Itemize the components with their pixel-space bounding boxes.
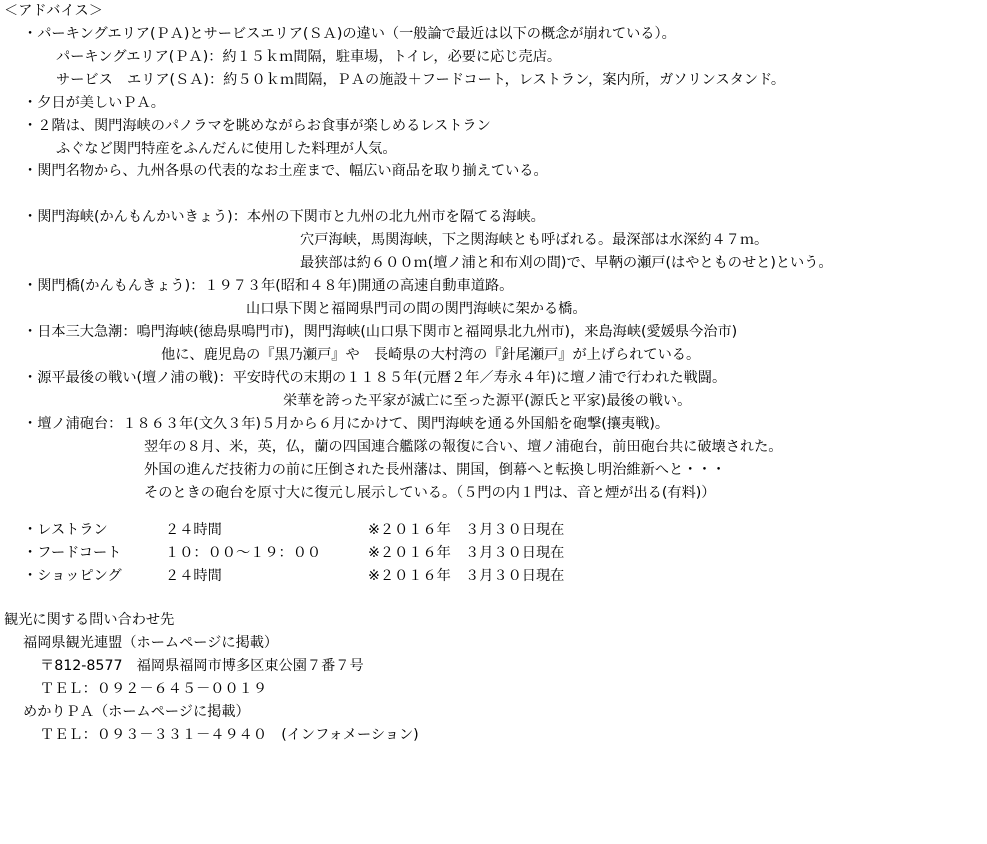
sa-definition: サービス エリア(ＳＡ)：約５０ｋｍ間隔，ＰＡの施設＋フードコート，レストラン，案内所，ガソリンスタンド。	[56, 72, 786, 88]
hours-note: ※２０１６年 ３月３０日現在	[368, 568, 565, 584]
battery-line3: 外国の進んだ技術力の前に圧倒された長州藩は、開国，倒幕へと転換し明治維新へと・・・	[144, 462, 726, 478]
hours-note: ※２０１６年 ３月３０日現在	[368, 545, 565, 561]
hours-note: ※２０１６年 ３月３０日現在	[368, 522, 565, 538]
restaurant-note-line1: ・２階は、関門海峡のパノラマを眺めながらお食事が楽しめるレストラン	[23, 118, 491, 134]
hours-time: ２４時間	[165, 568, 222, 584]
advice-heading: ＜アドバイス＞	[4, 3, 103, 19]
kanmon-strait-line3: 最狭部は約６００ｍ(壇ノ浦と和布刈の間)で、早鞆の瀬戸(はやとものせと)という。	[300, 255, 833, 271]
pa-definition: パーキングエリア(ＰＡ)：約１５ｋｍ間隔，駐車場，トイレ，必要に応じ売店。	[56, 49, 562, 65]
org1-tel: ＴＥＬ：０９２－６４５－００１９	[40, 681, 268, 697]
genpei-battle-line1: ・源平最後の戦い(壇ノ浦の戦)：平安時代の末期の１１８５年(元暦２年／寿永４年)に壇ノ浦で行われた戦闘。	[23, 370, 727, 386]
org2-name: めかりＰＡ（ホームページに掲載）	[23, 704, 250, 720]
kanmon-bridge-line2: 山口県下関と福岡県門司の間の関門海峡に架かる橋。	[246, 301, 587, 317]
hours-label: ・ショッピング	[23, 568, 122, 584]
org2-tel: ＴＥＬ：０９３－３３１－４９４０ (インフォメーション)	[40, 727, 419, 743]
pa-sa-difference-title: ・パーキングエリア(ＰＡ)とサービスエリア(ＳＡ)の違い（一般論で最近は以下の概念が崩れている）。	[23, 26, 676, 42]
sunset-note: ・夕日が美しいＰＡ。	[23, 95, 165, 111]
kanmon-bridge-line1: ・関門橋(かんもんきょう)：１９７３年(昭和４８年)開通の高速自動車道路。	[23, 278, 514, 294]
org1-address: 〒812-8577 福岡県福岡市博多区東公園７番７号	[40, 658, 364, 674]
kanmon-strait-line1: ・関門海峡(かんもんかいきょう)：本州の下関市と九州の北九州市を隔てる海峡。	[23, 209, 545, 225]
hours-label: ・フードコート	[23, 545, 122, 561]
hours-time: １０：００～１９：００	[165, 545, 322, 561]
battery-line2: 翌年の８月、米，英，仏，蘭の四国連合艦隊の報復に合い、壇ノ浦砲台，前田砲台共に破壊された。	[144, 439, 783, 455]
org1-name: 福岡県観光連盟（ホームページに掲載）	[23, 635, 279, 651]
contacts-heading: 観光に関する問い合わせ先	[4, 612, 175, 628]
souvenir-note: ・関門名物から、九州各県の代表的なお土産まで、幅広い商品を取り揃えている。	[23, 163, 548, 179]
genpei-battle-line2: 栄華を誇った平家が滅亡に至った源平(源氏と平家)最後の戦い。	[283, 393, 692, 409]
tidal-currents-line2: 他に、鹿児島の『黒乃瀬戸』や 長崎県の大村湾の『針尾瀬戸』が上げられている。	[161, 347, 701, 363]
battery-line4: そのときの砲台を原寸大に復元し展示している。（５門の内１門は、音と煙が出る(有料)）	[144, 485, 716, 501]
kanmon-strait-line2: 穴戸海峡，馬関海峡，下之関海峡とも呼ばれる。最深部は水深約４７ｍ。	[300, 232, 769, 248]
hours-label: ・レストラン	[23, 522, 108, 538]
restaurant-note-line2: ふぐなど関門特産をふんだんに使用した料理が人気。	[56, 141, 397, 157]
hours-time: ２４時間	[165, 522, 222, 538]
battery-line1: ・壇ノ浦砲台：１８６３年(文久３年)５月から６月にかけて、関門海峡を通る外国船を砲撃(攘夷戦)。	[23, 416, 670, 432]
tidal-currents-line1: ・日本三大急潮：鳴門海峡(徳島県鳴門市)，関門海峡(山口県下関市と福岡県北九州市)，来島海峡(愛媛県今治市)	[23, 324, 738, 340]
